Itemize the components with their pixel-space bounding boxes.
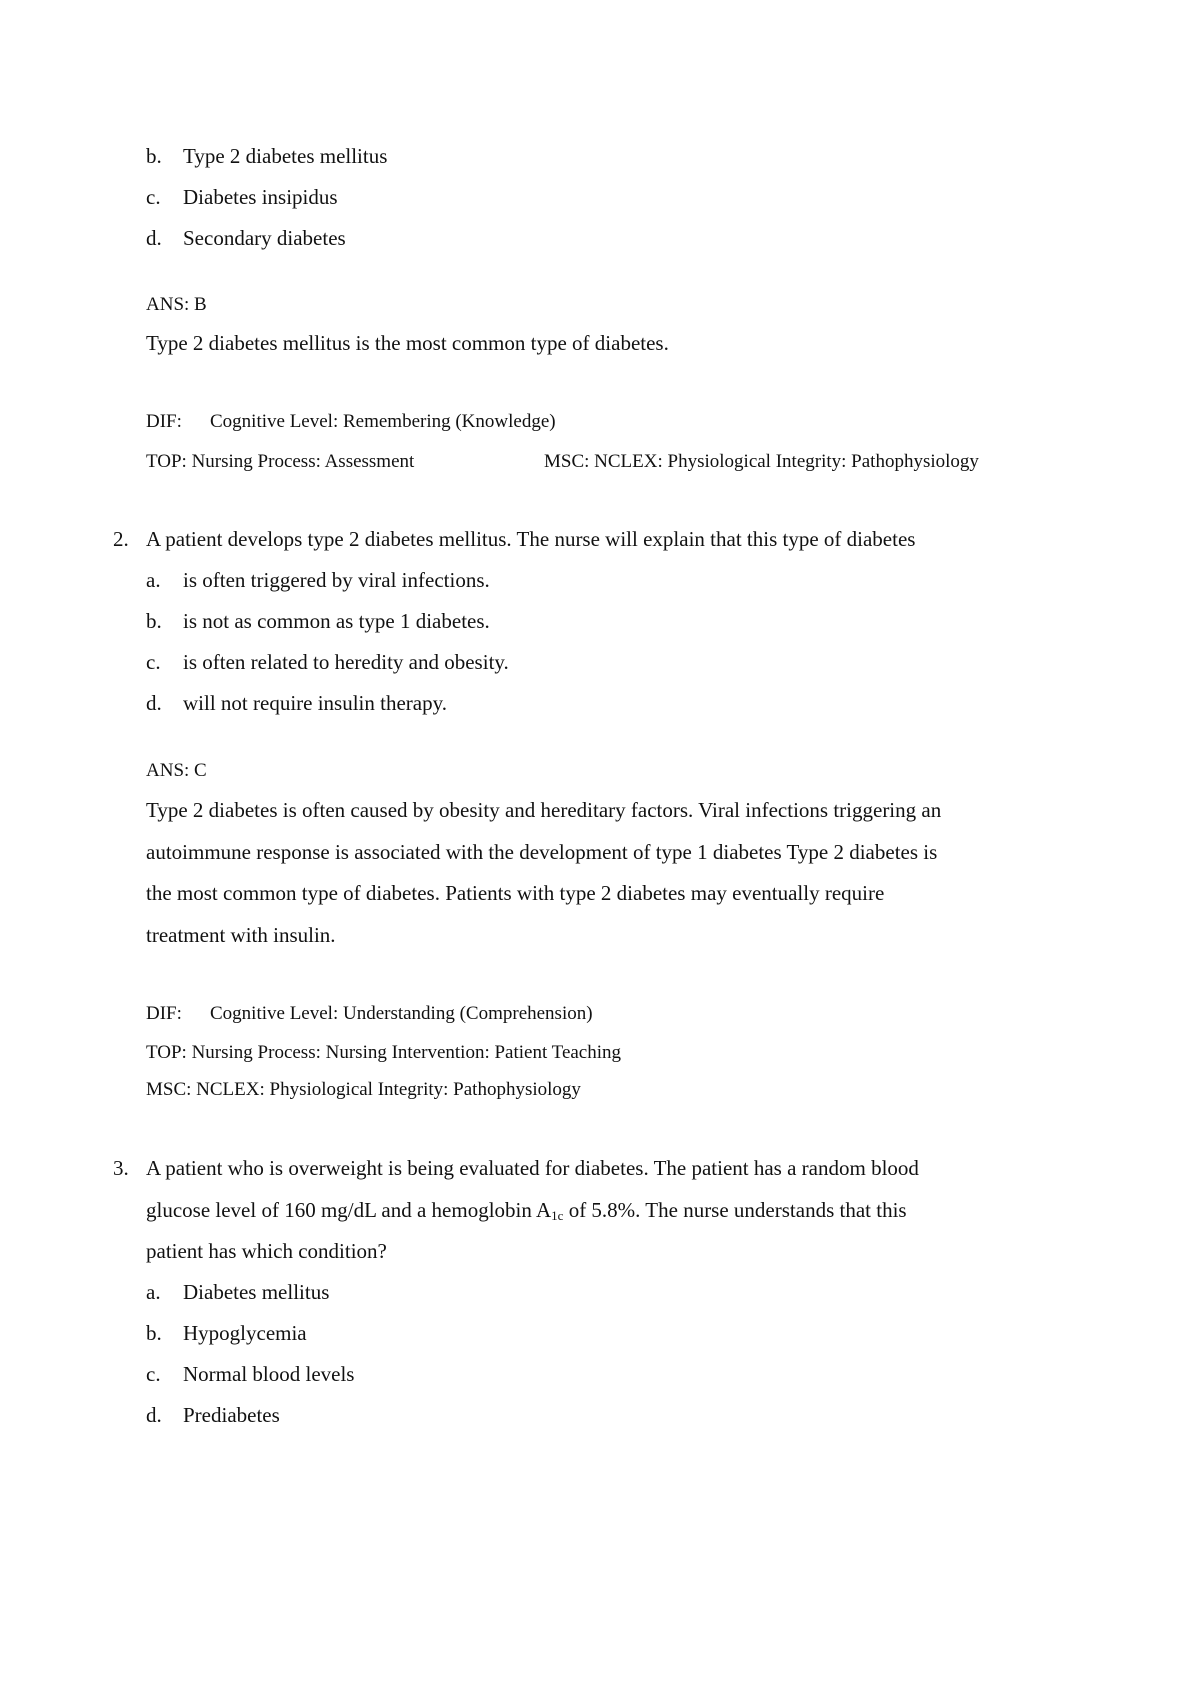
q2-stem: A patient develops type 2 diabetes mellitus. The nurse will explain that this type of diabetes [146,527,916,551]
q1-answer: ANS: B [146,294,207,315]
q3-stem-line-3: patient has which condition? [146,1239,387,1263]
q2-rationale-line-1: Type 2 diabetes is often caused by obesity and hereditary factors. Viral infections triggering an [146,798,942,822]
q2-rationale-line-3: the most common type of diabetes. Patients with type 2 diabetes may eventually require [146,881,885,905]
q3-option-b-text: Hypoglycemia [183,1321,307,1345]
q1-dif-text: Cognitive Level: Remembering (Knowledge) [210,411,556,432]
q2-number: 2. [113,527,129,551]
q3-option-d-letter: d. [146,1403,162,1427]
q3-stem-line-2-pre: glucose level of 160 mg/dL and a hemoglobin A [146,1198,552,1222]
q2-msc: MSC: NCLEX: Physiological Integrity: Pathophysiology [146,1079,581,1100]
q1-option-c-text: Diabetes insipidus [183,185,338,209]
q1-top: TOP: Nursing Process: Assessment [146,451,415,472]
q1-msc: MSC: NCLEX: Physiological Integrity: Pathophysiology [544,451,979,472]
q2-answer: ANS: C [146,760,207,781]
q3-option-c-text: Normal blood levels [183,1362,355,1386]
q1-option-b-text: Type 2 diabetes mellitus [183,144,388,168]
q3-stem-line-1: A patient who is overweight is being evaluated for diabetes. The patient has a random blood [146,1156,919,1180]
q1-option-c-letter: c. [146,185,161,209]
q2-option-b-letter: b. [146,609,162,633]
q2-option-c-text: is often related to heredity and obesity. [183,650,509,674]
q3-option-a-letter: a. [146,1280,161,1304]
q2-dif-label: DIF: [146,1003,182,1024]
q2-option-c-letter: c. [146,650,161,674]
q1-option-d-letter: d. [146,226,162,250]
q2-option-a-letter: a. [146,568,161,592]
q1-rationale: Type 2 diabetes mellitus is the most common type of diabetes. [146,331,669,355]
q1-option-b-letter: b. [146,144,162,168]
q3-stem-line-2 [146,1200,907,1221]
q2-option-b-text: is not as common as type 1 diabetes. [183,609,490,633]
q2-option-d-letter: d. [146,691,162,715]
q3-number: 3. [113,1156,129,1180]
q1-option-d-text: Secondary diabetes [183,226,346,250]
q3-option-c-letter: c. [146,1362,161,1386]
q3-option-d-text: Prediabetes [183,1403,280,1427]
q3-option-a-text: Diabetes mellitus [183,1280,330,1304]
q2-dif-text: Cognitive Level: Understanding (Comprehension) [210,1003,593,1024]
q2-rationale-line-4: treatment with insulin. [146,923,336,947]
q3-option-b-letter: b. [146,1321,162,1345]
q1-dif-label: DIF: [146,411,182,432]
q2-option-d-text: will not require insulin therapy. [183,691,447,715]
q3-stem-line-2-post: of 5.8%. The nurse understands that this [563,1198,907,1222]
q2-option-a-text: is often triggered by viral infections. [183,568,490,592]
q2-top: TOP: Nursing Process: Nursing Intervention: Patient Teaching [146,1042,622,1063]
q2-rationale-line-2: autoimmune response is associated with the development of type 1 diabetes Type 2 diabetes is [146,840,938,864]
q3-stem-line-2-subscript: 1c [551,1208,564,1223]
